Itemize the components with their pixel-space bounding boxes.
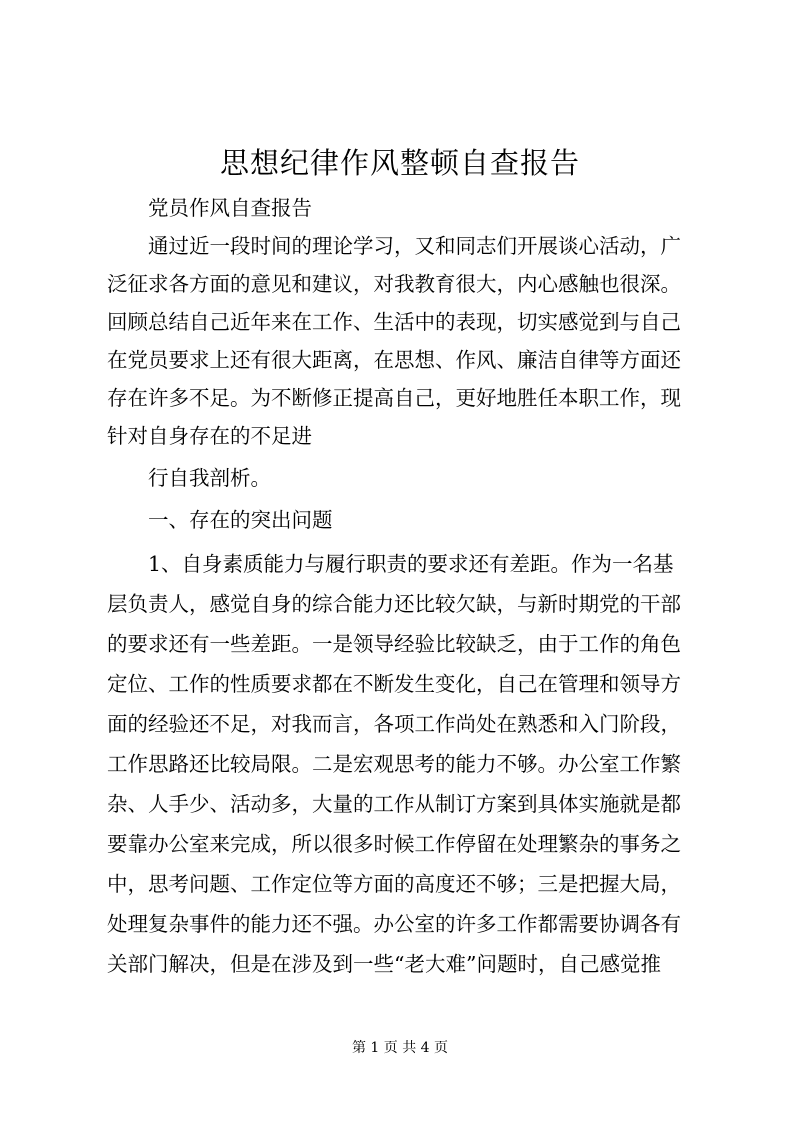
paragraph-line: 定位、工作的性质要求都在不断发生变化，自己在管理和领导方 xyxy=(107,672,681,696)
paragraph-line: 回顾总结自己近年来在工作、生活中的表现，切实感觉到与自己 xyxy=(107,310,681,334)
paragraph-line: 在党员要求上还有很大距离，在思想、作风、廉洁自律等方面还 xyxy=(107,348,681,372)
paragraph-line: 泛征求各方面的意见和建议，对我教育很大，内心感触也很深。 xyxy=(107,272,681,296)
paragraph-line: 存在许多不足。为不断修正提高自己，更好地胜任本职工作，现 xyxy=(107,386,681,410)
document-title: 思想纪律作风整顿自查报告 xyxy=(219,146,580,180)
paragraph-line: 的要求还有一些差距。一是领导经验比较缺乏，由于工作的角色 xyxy=(107,632,681,656)
paragraph-line: 杂、人手少、活动多，大量的工作从制订方案到具体实施就是都 xyxy=(107,792,681,816)
paragraph-line: 通过近一段时间的理论学习，又和同志们开展谈心活动，广 xyxy=(148,234,681,258)
section-heading: 一、存在的突出问题 xyxy=(148,508,333,532)
paragraph-line: 1、自身素质能力与履行职责的要求还有差距。作为一名基 xyxy=(148,552,674,576)
paragraph-line: 工作思路还比较局限。二是宏观思考的能力不够。办公室工作繁 xyxy=(107,752,681,776)
paragraph-line: 层负责人，感觉自身的综合能力还比较欠缺，与新时期党的干部 xyxy=(107,592,681,616)
paragraph-line: 面的经验还不足，对我而言，各项工作尚处在熟悉和入门阶段， xyxy=(107,712,681,736)
paragraph-line: 关部门解决，但是在涉及到一些“老大难”问题时，自己感觉推 xyxy=(107,952,661,976)
paragraph-line: 要靠办公室来完成，所以很多时候工作停留在处理繁杂的事务之 xyxy=(107,832,681,856)
paragraph-line: 行自我剖析。 xyxy=(148,466,271,490)
paragraph-line: 处理复杂事件的能力还不强。办公室的许多工作都需要协调各有 xyxy=(107,912,681,936)
page-footer: 第 1 页 共 4 页 xyxy=(351,1040,449,1056)
paragraph-line: 中，思考问题、工作定位等方面的高度还不够；三是把握大局， xyxy=(107,872,681,896)
paragraph-line: 针对自身存在的不足进 xyxy=(107,424,312,448)
section-heading-subtitle: 党员作风自查报告 xyxy=(148,196,312,220)
